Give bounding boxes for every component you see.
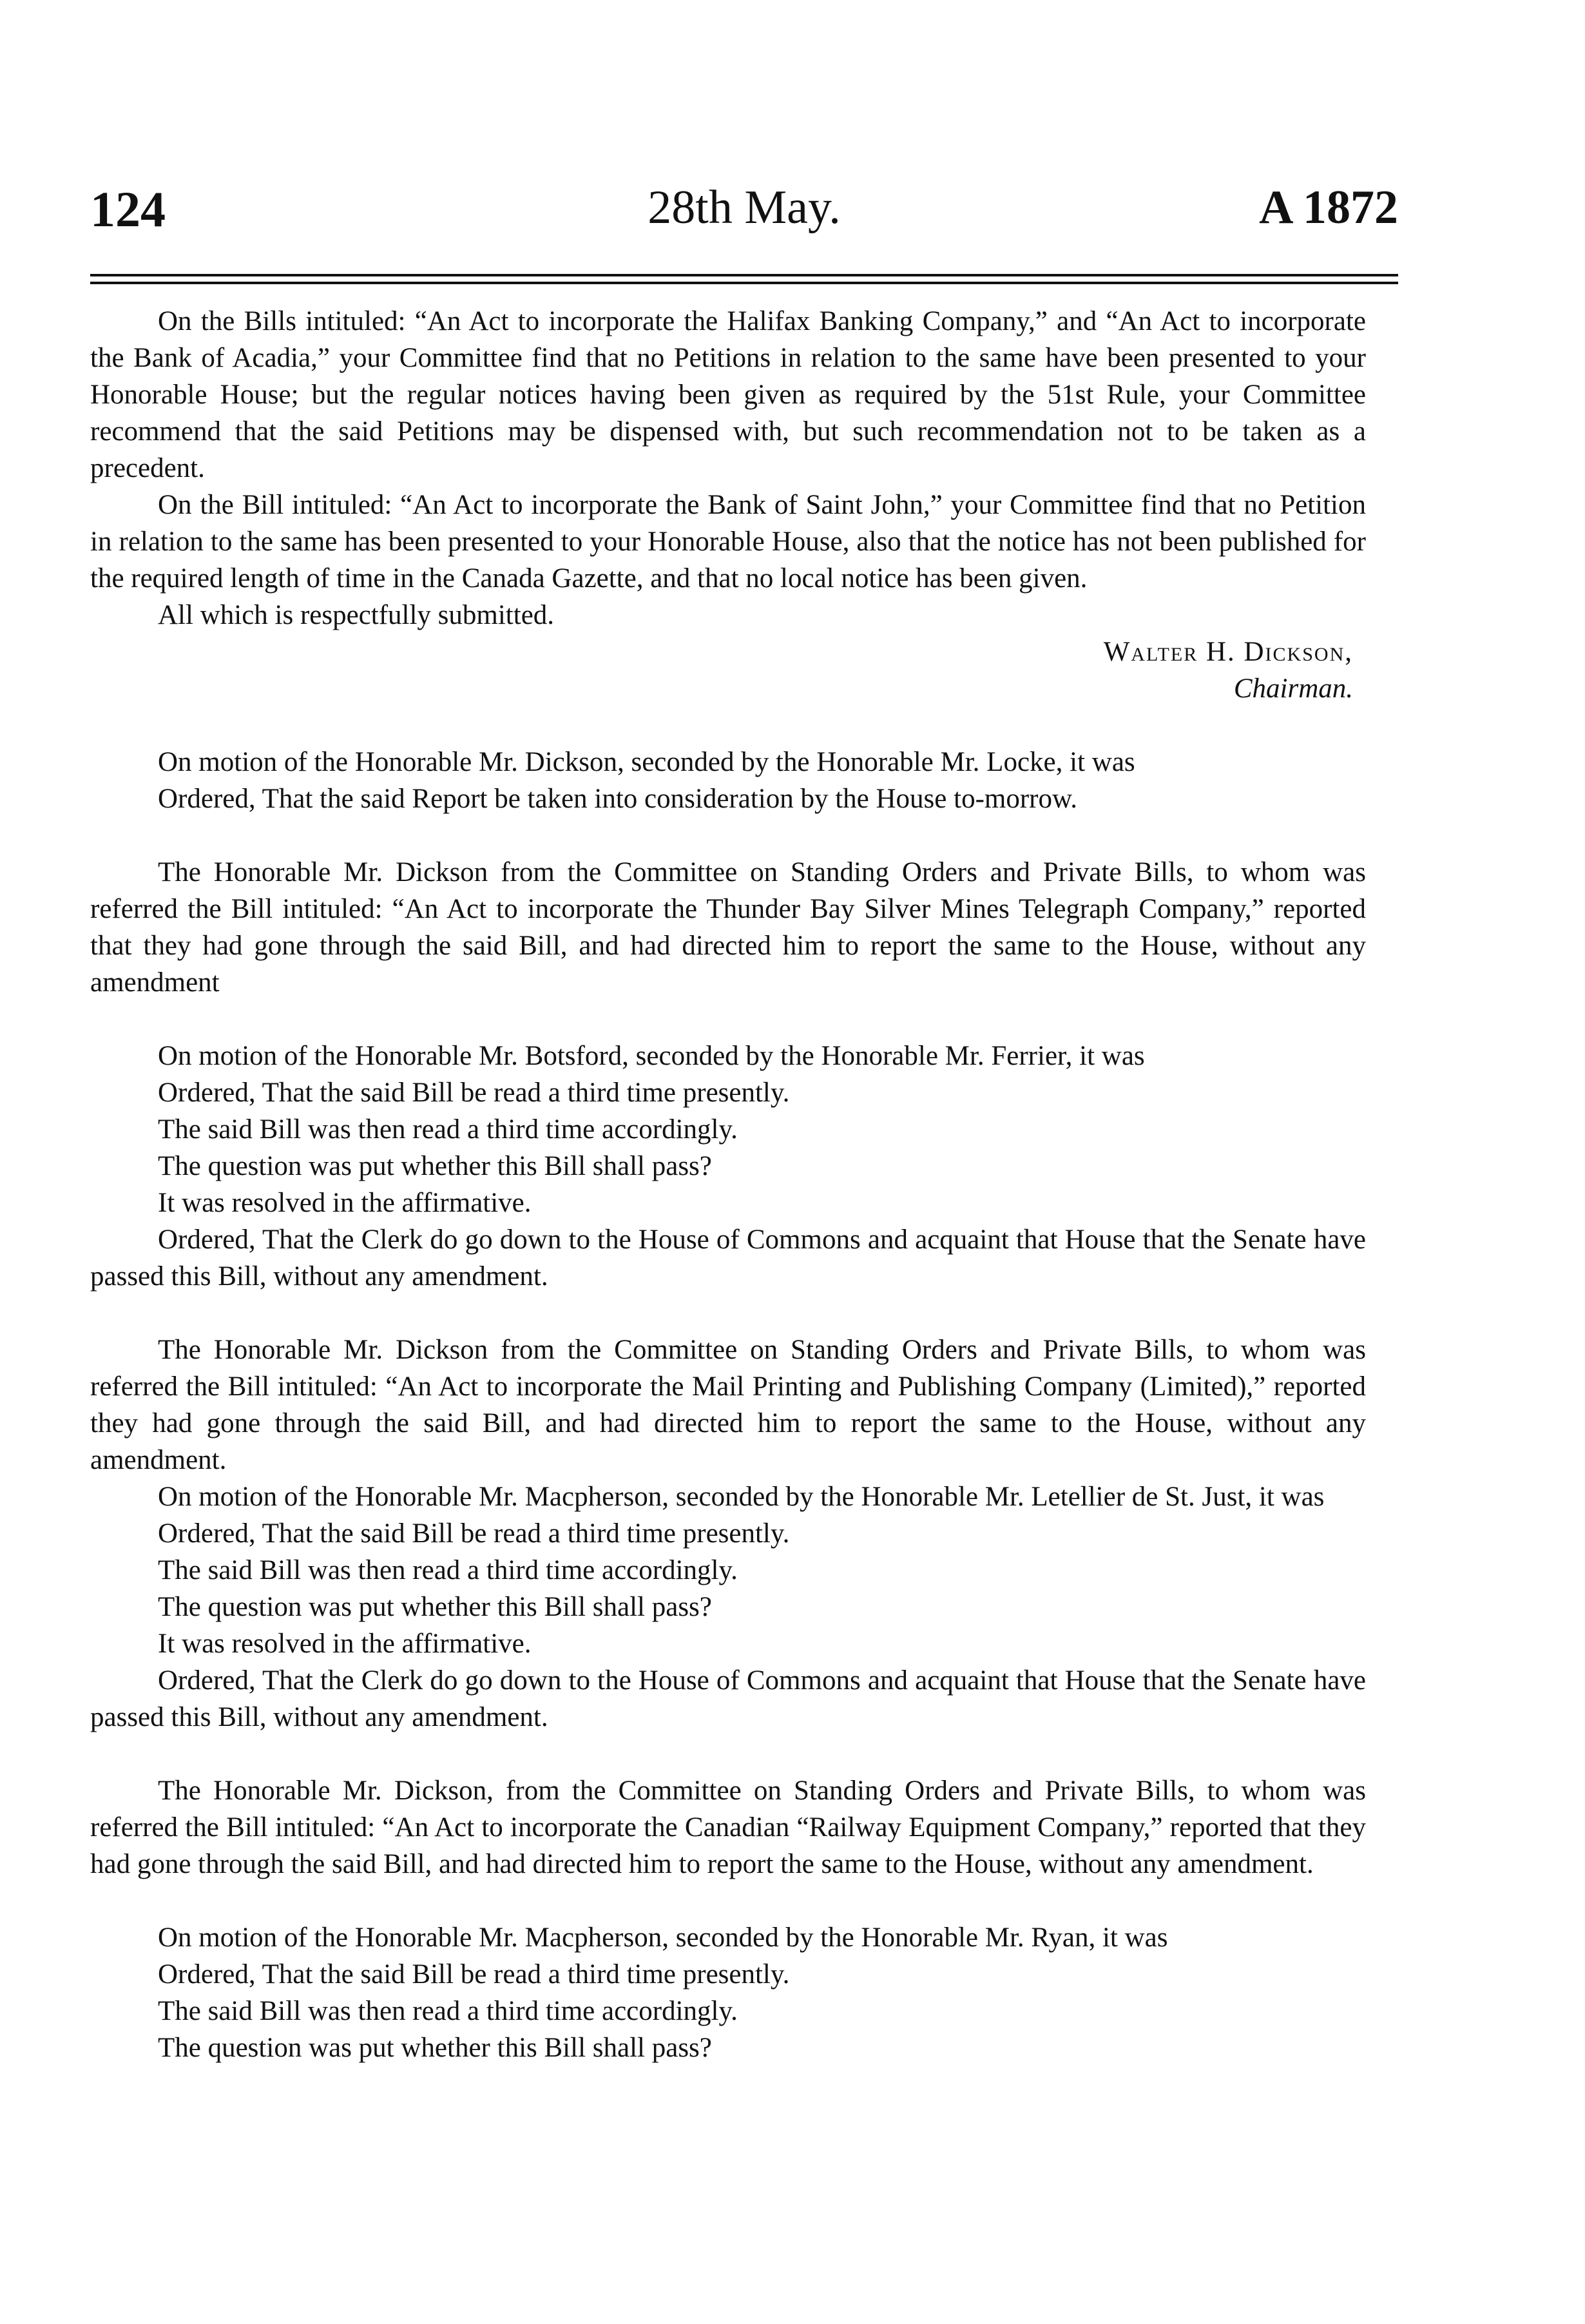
paragraph-thunder-bay-report: The Honorable Mr. Dickson from the Committee on Standing Orders and Private Bills, to whom was referred the Bill intituled: “An Act to incorporate the Thunder Bay Silver Mines Telegraph Company,” reported that they had gone through the said Bill, and had directed him to report the same to the House, without any amendment xyxy=(90,857,1366,998)
signature-title xyxy=(90,670,1366,707)
page-header xyxy=(90,180,1398,258)
paragraph-motion-botsford: On motion of the Honorable Mr. Botsford, seconded by the Honorable Mr. Ferrier, it was xyxy=(158,1041,1145,1071)
paragraph-motion-macpherson-2: On motion of the Honorable Mr. Macpherson, seconded by the Honorable Mr. Ryan, it was xyxy=(158,1922,1168,1953)
paragraph-read-third-time-2: The said Bill was then read a third time accordingly. xyxy=(158,1555,738,1585)
header-rule-top xyxy=(90,274,1398,276)
paragraph-motion-macpherson: On motion of the Honorable Mr. Macpherson, seconded by the Honorable Mr. Letellier de St. Just, it was xyxy=(158,1482,1325,1512)
document-body xyxy=(90,303,1366,2066)
paragraph-motion-dickson: On motion of the Honorable Mr. Dickson, seconded by the Honorable Mr. Locke, it was xyxy=(158,747,1135,777)
paragraph-question-put-3: The question was put whether this Bill shall pass? xyxy=(158,2033,712,2063)
paragraph-ordered-third-reading: Ordered, That the said Bill be read a third time presently. xyxy=(158,1078,790,1108)
paragraph-mail-printing-report: The Honorable Mr. Dickson from the Committee on Standing Orders and Private Bills, to whom was referred the Bill intituled: “An Act to incorporate the Mail Printing and Publishing Company (Limited),” reported they had gone through the said Bill, and had directed him to report the same to the House, without any amendment. xyxy=(90,1335,1366,1475)
paragraph-submitted: All which is respectfully submitted. xyxy=(158,600,555,630)
paragraph-question-put: The question was put whether this Bill shall pass? xyxy=(158,1151,712,1181)
header-rule-bottom xyxy=(90,282,1398,284)
paragraph-resolved: It was resolved in the affirmative. xyxy=(158,1188,532,1218)
page-number: 124 xyxy=(90,181,166,237)
paragraph-halifax-acadia: On the Bills intituled: “An Act to incorporate the Halifax Banking Company,” and “An Act to incorporate the Bank of Acadia,” your Committee find that no Petitions in relation to the same have been presented to your Honorable House; but the regular notices having been given as required by the 51st Rule, your Committee recommend that the said Petitions may be dispensed with, but such recommendation not to be taken as a precedent. xyxy=(90,306,1366,483)
paragraph-ordered-clerk: Ordered, That the Clerk do go down to the House of Commons and acquaint that House that the Senate have passed this Bill, without any amendment. xyxy=(90,1225,1366,1292)
paragraph-railway-equipment-report: The Honorable Mr. Dickson, from the Committee on Standing Orders and Private Bills, to whom was referred the Bill intituled: “An Act to incorporate the Canadian “Railway Equipment Company,” reported that they had gone through the said Bill, and had directed him to report the same to the House, without any amendment. xyxy=(90,1776,1366,1879)
paragraph-ordered-report: Ordered, That the said Report be taken into consideration by the House to-morrow. xyxy=(158,784,1077,814)
paragraph-question-put-2: The question was put whether this Bill shall pass? xyxy=(158,1592,712,1622)
paragraph-read-third-time: The said Bill was then read a third time accordingly. xyxy=(158,1114,738,1145)
paragraph-ordered-third-reading-3: Ordered, That the said Bill be read a third time presently. xyxy=(158,1959,790,1990)
page-year: A 1872 xyxy=(1259,181,1398,234)
paragraph-ordered-third-reading-2: Ordered, That the said Bill be read a third time presently. xyxy=(158,1518,790,1549)
page-date: 28th May. xyxy=(648,181,841,234)
signature-name-text: Walter H. Dickson, xyxy=(1103,637,1353,667)
paragraph-saint-john: On the Bill intituled: “An Act to incorporate the Bank of Saint John,” your Committee find that no Petition in relation to the same has been presented to your Honorable House, also that the notice has not been published for the required length of time in the Canada Gazette, and that no local notice has been given. xyxy=(90,490,1366,594)
paragraph-read-third-time-3: The said Bill was then read a third time accordingly. xyxy=(158,1996,738,2026)
paragraph-ordered-clerk-2: Ordered, That the Clerk do go down to the House of Commons and acquaint that House that the Senate have passed this Bill, without any amendment. xyxy=(90,1665,1366,1732)
signature-name xyxy=(90,634,1366,670)
paragraph-resolved-2: It was resolved in the affirmative. xyxy=(158,1629,532,1659)
signature-title-text: Chairman. xyxy=(1233,673,1353,704)
